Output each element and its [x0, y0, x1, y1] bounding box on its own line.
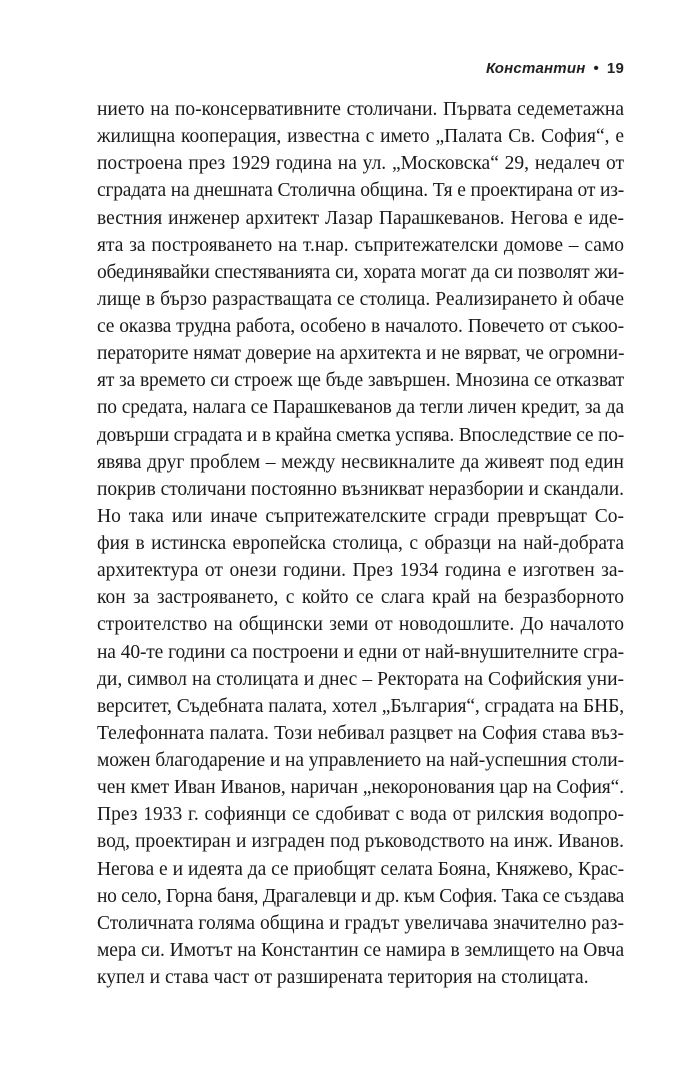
- page-header: [97, 60, 624, 77]
- text-line: се оказва трудна работа, особено в началото. Повечето от съкоо-: [97, 316, 624, 337]
- text-line: ди, символ на столицата и днес – Ректората на Софийския уни-: [97, 668, 624, 690]
- text-line: ператорите нямат доверие на архитекта и не вярват, че огромни-: [97, 343, 625, 365]
- text-line: фия в истинска европейска столица, с образци на най-добрата: [97, 533, 624, 554]
- text-line: Столичната голяма община и градът увеличава значително раз-: [97, 912, 624, 934]
- header-separator: •: [593, 60, 599, 77]
- text-line: купел и става част от разширената територия на столицата.: [97, 967, 589, 988]
- text-line: лище в бързо разрастващата се столица. Реализирането ѝ обаче: [97, 288, 624, 310]
- text-line: жилищна кооперация, известна с името „Палата Св. София“, е: [97, 126, 624, 148]
- text-line: архитектура от онези години. През 1934 година е изготвен за-: [97, 560, 624, 582]
- text-line: През 1933 г. софиянци се сдобиват с вода от рилския водопро-: [97, 804, 624, 826]
- text-line: вестния инженер архитект Лазар Парашкеванов. Негова е иде-: [97, 207, 624, 229]
- page-number: 19: [606, 60, 624, 77]
- text-line: Но така или иначе съпритежателските сгради превръщат Со-: [97, 505, 624, 527]
- text-line: вод, проектиран и изграден под ръководството на инж. Иванов.: [97, 831, 624, 853]
- text-line: Телефонната палата. Този небивал разцвет на София става въз-: [97, 722, 624, 744]
- running-title: Константин: [485, 60, 586, 77]
- text-line: можен благодарение и на управлението на най-успешния столи-: [97, 750, 624, 771]
- text-line: по средата, налага се Парашкеванов да тегли личен кредит, за да: [97, 397, 624, 419]
- text-line: довърши сградата и в крайна сметка успява. Впоследствие се по-: [97, 424, 624, 446]
- text-line: кон за застрояването, с който се слага край на безразборното: [97, 587, 624, 609]
- text-line: но село, Горна баня, Драгалевци и др. към София. Така се създава: [97, 885, 624, 907]
- text-line: верситет, Съдебната палата, хотел „България“, сградата на БНБ,: [97, 695, 624, 717]
- text-line: сградата на днешната Столична община. Тя е проектирана от из-: [97, 180, 624, 202]
- text-line: строителство на общински земи от новодошлите. До началото: [97, 614, 624, 636]
- text-line: построена през 1929 година на ул. „Московска“ 29, недалеч от: [97, 153, 624, 175]
- text-line: нието на по-консервативните столичани. Първата седеметажна: [97, 99, 624, 120]
- text-line: обединявайки спестяванията си, хората могат да си позволят жи-: [97, 261, 624, 283]
- text-line: ят за времето си строеж ще бъде завършен. Мнозина се отказват: [97, 370, 624, 392]
- text-line: Негова е и идеята да се приобщят селата Бояна, Княжево, Крас-: [97, 858, 624, 880]
- text-line: покрив столичани постоянно възникват неразбории и скандали.: [97, 478, 624, 500]
- text-line: чен кмет Иван Иванов, наричан „некоронования цар на София“.: [97, 777, 624, 799]
- text-line: явява друг проблем – между несвикналите да живеят под един: [97, 451, 624, 473]
- text-line: ята за построяването на т.нар. съпритежателски домове – само: [97, 234, 624, 256]
- text-line: на 40-те години са построени и едни от най-внушителните сгра-: [97, 641, 624, 663]
- body-paragraph: [97, 96, 624, 991]
- text-line: мера си. Имотът на Константин се намира в землището на Овча: [97, 939, 625, 961]
